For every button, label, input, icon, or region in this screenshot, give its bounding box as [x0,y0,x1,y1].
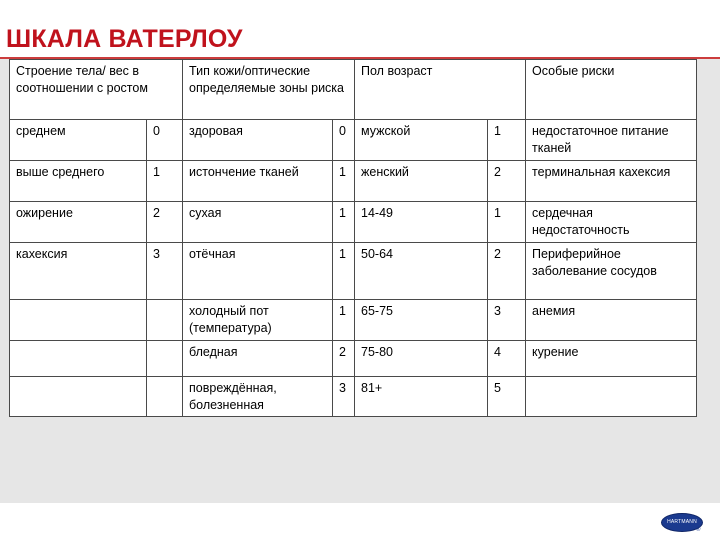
cell-skin-score: 0 [333,120,355,161]
cell-body: среднем [10,120,147,161]
header-sex-age: Пол возраст [355,60,526,120]
table-header-row [10,60,697,120]
cell-body: ожирение [10,202,147,243]
cell-body: выше среднего [10,161,147,202]
cell-body [10,377,147,417]
cell-body-score: 3 [147,243,183,300]
cell-sex-age-score: 2 [488,161,526,202]
cell-skin-score: 1 [333,161,355,202]
cell-sex-age: женский [355,161,488,202]
cell-skin: здоровая [183,120,333,161]
header-special-risks: Особые риски [526,60,697,120]
waterlow-scale-table [9,59,697,417]
cell-skin: сухая [183,202,333,243]
cell-skin-score: 1 [333,300,355,341]
cell-risk [526,377,697,417]
cell-sex-age-score: 3 [488,300,526,341]
cell-body-score: 1 [147,161,183,202]
cell-skin: бледная [183,341,333,377]
table-row [10,243,697,300]
cell-sex-age: мужской [355,120,488,161]
cell-risk: терминальная кахексия [526,161,697,202]
cell-body-score: 0 [147,120,183,161]
cell-skin: отёчная [183,243,333,300]
hartmann-logo: HARTMANN [661,513,703,532]
cell-sex-age-score: 5 [488,377,526,417]
cell-risk: недостаточное питание тканей [526,120,697,161]
cell-skin: холодный пот (температура) [183,300,333,341]
table-row [10,161,697,202]
cell-sex-age: 81+ [355,377,488,417]
cell-sex-age: 14-49 [355,202,488,243]
cell-skin-score: 2 [333,341,355,377]
cell-skin-score: 1 [333,202,355,243]
cell-sex-age: 65-75 [355,300,488,341]
cell-risk: анемия [526,300,697,341]
table-row [10,300,697,341]
header-body-build: Строение тела/ вес в соотношении с ростом [10,60,183,120]
cell-skin: истончение тканей [183,161,333,202]
cell-sex-age: 75-80 [355,341,488,377]
cell-sex-age-score: 2 [488,243,526,300]
cell-risk: Периферийное заболевание сосудов [526,243,697,300]
cell-skin-score: 1 [333,243,355,300]
cell-body [10,341,147,377]
header-skin-type: Тип кожи/оптические определяемые зоны риска [183,60,355,120]
table-row [10,120,697,161]
registered-mark: ® [696,527,701,533]
cell-body-score [147,377,183,417]
cell-sex-age-score: 4 [488,341,526,377]
cell-body [10,300,147,341]
table-row [10,341,697,377]
cell-sex-age-score: 1 [488,202,526,243]
table-row [10,202,697,243]
cell-body-score [147,341,183,377]
cell-sex-age-score: 1 [488,120,526,161]
cell-skin: повреждённая, болезненная [183,377,333,417]
cell-risk: сердечная недостаточность [526,202,697,243]
cell-body: кахексия [10,243,147,300]
cell-risk: курение [526,341,697,377]
page-title: ШКАЛА ВАТЕРЛОУ [6,25,243,53]
cell-body-score: 2 [147,202,183,243]
cell-skin-score: 3 [333,377,355,417]
table-row [10,377,697,417]
cell-body-score [147,300,183,341]
cell-sex-age: 50-64 [355,243,488,300]
